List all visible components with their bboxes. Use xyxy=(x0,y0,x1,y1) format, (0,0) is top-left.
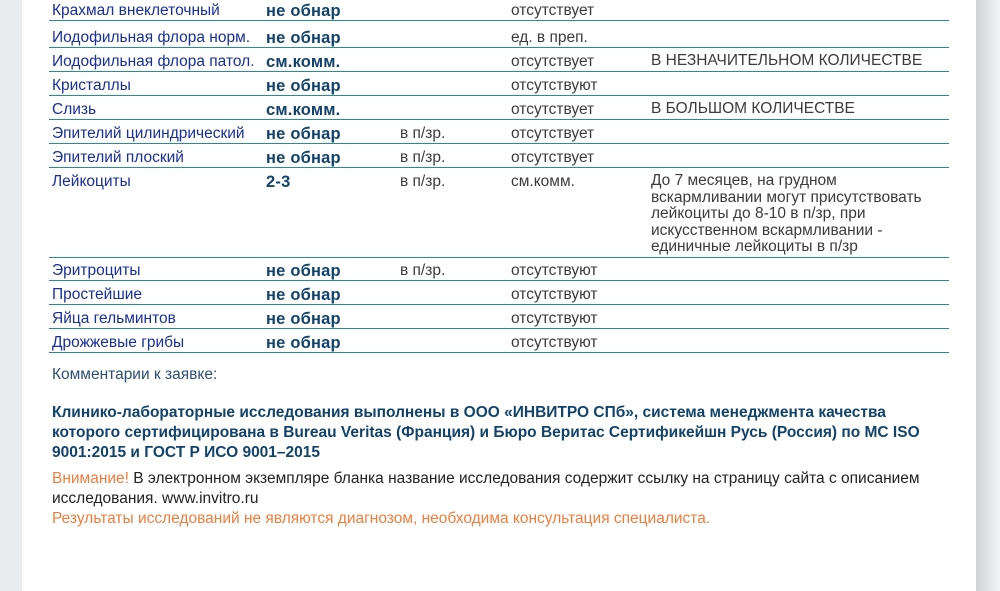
test-name[interactable]: Иодофильная флора норм. xyxy=(52,29,251,46)
test-name[interactable]: Эпителий цилиндрический xyxy=(52,125,245,142)
test-reference: отсутствует xyxy=(511,101,595,118)
table-row xyxy=(49,49,949,72)
test-reference: отсутствует xyxy=(511,2,595,19)
test-name[interactable]: Лейкоциты xyxy=(52,173,131,190)
table-row xyxy=(49,0,949,21)
test-comment: В БОЛЬШОМ КОЛИЧЕСТВЕ xyxy=(651,100,855,117)
test-reference: см.комм. xyxy=(511,173,575,190)
attention-label: Внимание! xyxy=(52,470,129,487)
test-name[interactable]: Эритроциты xyxy=(52,262,141,279)
table-row xyxy=(49,330,949,353)
test-unit: в п/зр. xyxy=(400,173,446,190)
test-result: не обнар xyxy=(266,29,341,47)
table-row xyxy=(49,121,949,144)
attention-note xyxy=(52,469,952,509)
test-reference: отсутствует xyxy=(511,125,595,142)
test-unit: в п/зр. xyxy=(400,125,446,142)
table-row xyxy=(49,282,949,305)
test-reference: отсутствует xyxy=(511,53,595,70)
test-name[interactable]: Иодофильная флора патол. xyxy=(52,53,255,70)
test-result: не обнар xyxy=(266,262,341,280)
test-reference: отсутствуют xyxy=(511,262,598,279)
test-name[interactable]: Яйца гельминтов xyxy=(52,310,176,327)
table-row xyxy=(49,73,949,96)
test-name[interactable]: Кристаллы xyxy=(52,77,131,94)
test-result: не обнар xyxy=(266,125,341,143)
lab-certification-text: Клинико-лабораторные исследования выполнены в ООО «ИНВИТРО СПб», система менеджмента качества которого сертифицирована в Bureau Veritas (Франция) и Бюро Веритас Сертификейшн Русь (Россия) по МС ISO 9001:2015 и ГОСТ Р ИСО 9001–2015 xyxy=(52,404,920,461)
test-result: не обнар xyxy=(266,286,341,304)
test-reference: отсутствуют xyxy=(511,310,598,327)
test-result: не обнар xyxy=(266,77,341,95)
test-name[interactable]: Простейшие xyxy=(52,286,143,303)
table-row xyxy=(49,258,949,281)
test-comment: В НЕЗНАЧИТЕЛЬНОМ КОЛИЧЕСТВЕ xyxy=(651,52,923,69)
test-result: 2-3 xyxy=(266,173,291,191)
test-unit: в п/зр. xyxy=(400,149,446,166)
test-result: не обнар xyxy=(266,2,341,20)
test-result: см.комм. xyxy=(266,53,341,71)
test-name[interactable]: Дрожжевые грибы xyxy=(52,334,185,351)
disclaimer-text: Результаты исследований не являются диагнозом, необходима консультация специалиста. xyxy=(52,510,711,527)
test-result: не обнар xyxy=(266,334,341,352)
test-reference: ед. в преп. xyxy=(511,29,588,46)
table-row xyxy=(49,306,949,329)
comments-title: Комментарии к заявке: xyxy=(52,366,218,383)
test-unit: в п/зр. xyxy=(400,262,446,279)
test-comment: До 7 месяцев, на грудном вскармливании могут присутствовать лейкоциты до 8-10 в п/зр, при искусственном вскармливании - единичные лейкоциты в п/зр xyxy=(651,172,922,255)
attention-text: В электронном экземпляре бланка название исследования содержит ссылку на страницу сайта с описанием исследования. www.invitro.ru xyxy=(52,470,920,507)
table-row xyxy=(49,97,949,120)
test-reference: отсутствует xyxy=(511,149,595,166)
page-edge xyxy=(976,0,1000,591)
table-row xyxy=(49,25,949,48)
test-reference: отсутствуют xyxy=(511,334,598,351)
test-result: не обнар xyxy=(266,310,341,328)
test-result: см.комм. xyxy=(266,101,341,119)
table-row xyxy=(49,169,949,258)
table-row xyxy=(49,145,949,168)
test-name[interactable]: Слизь xyxy=(52,101,97,118)
test-name[interactable]: Эпителий плоский xyxy=(52,149,184,166)
test-reference: отсутствуют xyxy=(511,77,598,94)
test-name[interactable]: Крахмал внеклеточный xyxy=(52,2,220,19)
test-result: не обнар xyxy=(266,149,341,167)
test-reference: отсутствуют xyxy=(511,286,598,303)
